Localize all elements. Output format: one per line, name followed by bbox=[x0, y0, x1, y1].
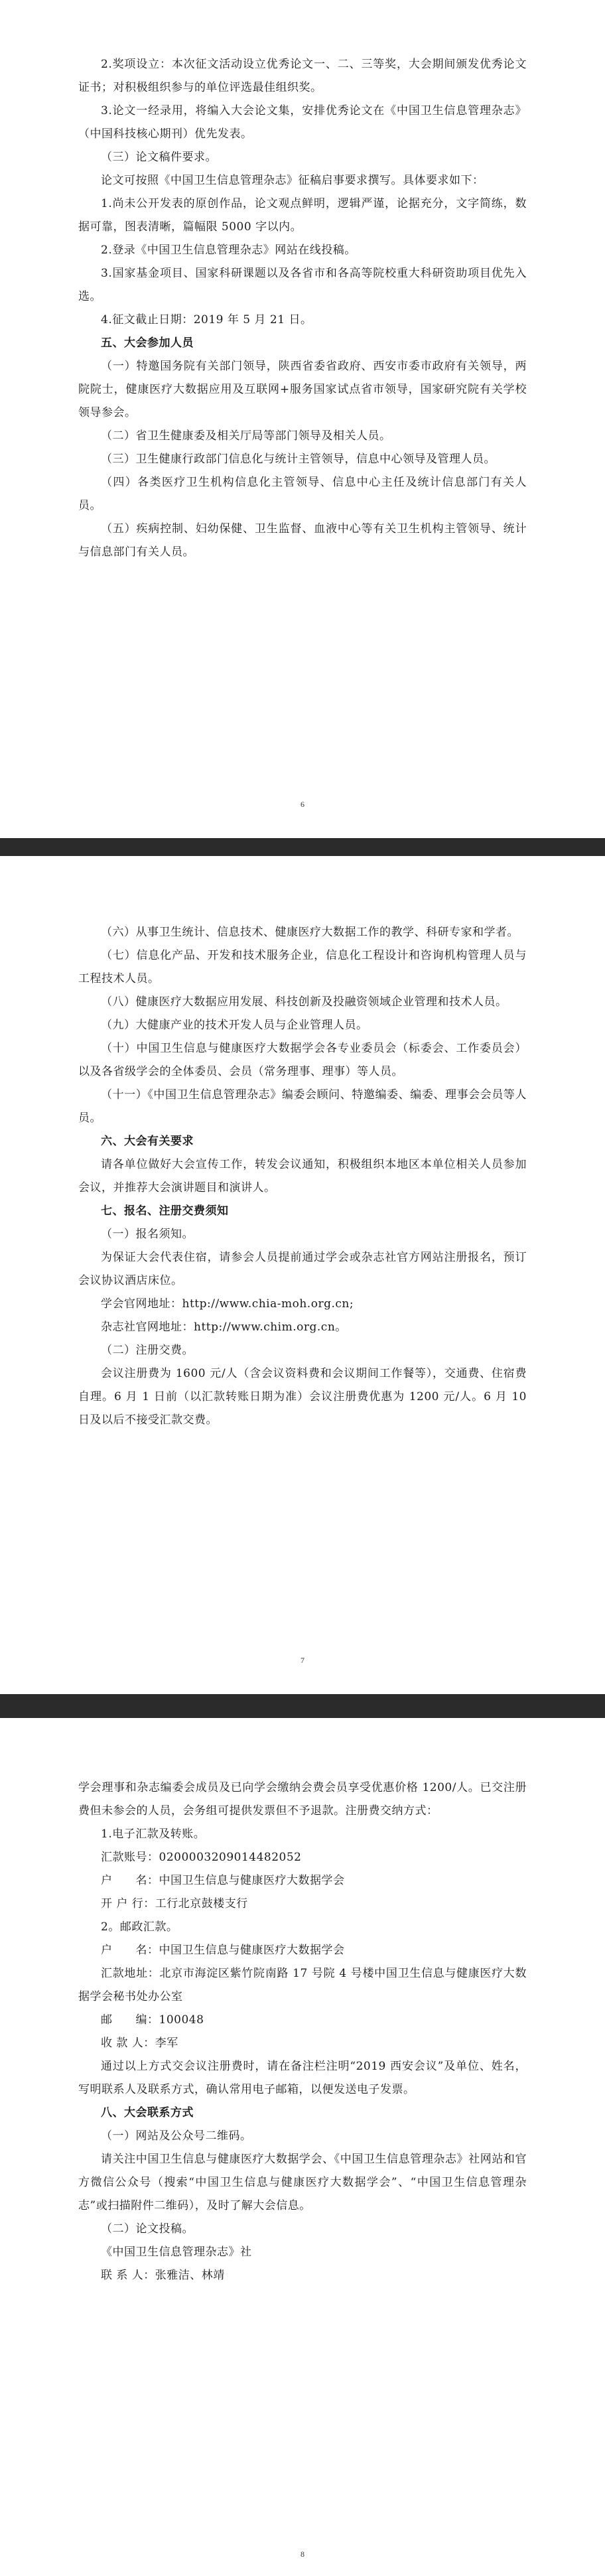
page-number: 8 bbox=[301, 2549, 304, 2559]
paragraph: 学会理事和杂志编委会成员及已向学会缴纳会费会员享受优惠价格 1200/人。已交注册费但未参会的人员，会务组可提供发票但不予退款。注册费交纳方式： bbox=[78, 1781, 527, 1818]
section-heading: 五、大会参加人员 bbox=[101, 336, 194, 350]
postcode-line: 邮 编：100048 bbox=[101, 2013, 204, 2027]
contact-line: 联 系 人：张雅洁、林靖 bbox=[101, 2269, 225, 2282]
paragraph: 2.奖项设立：本次征文活动设立优秀论文一、二、三等奖，大会期间颁发优秀论文证书；对积极组织参与的单位评选最佳组织奖。 bbox=[78, 58, 527, 94]
paragraph: 会议注册费为 1600 元/人（含会议资料费和会议期间工作餐等），交通费、住宿费自理。6 月 1 日前（以汇款转账日期为准）会议注册费优惠为 1200 元/人。6 月 10 日及以后不接受汇款交费。 bbox=[78, 1367, 527, 1427]
paragraph: （二）省卫生健康委及相关厅局等部门领导及相关人员。 bbox=[101, 429, 391, 443]
paragraph: 论文可按照《中国卫生信息管理杂志》征稿启事要求撰写。具体要求如下： bbox=[101, 174, 484, 187]
account-name-line: 户 名：中国卫生信息与健康医疗大数据学会 bbox=[101, 1944, 345, 1957]
page-number: 6 bbox=[301, 800, 304, 809]
paragraph: 请各单位做好大会宣传工作，转发会议通知，积极组织本地区本单位相关人员参加会议，并推荐大会演讲题目和演讲人。 bbox=[78, 1158, 527, 1194]
address-line: 汇款地址：北京市海淀区紫竹院南路 17 号院 4 号楼中国卫生信息与健康医疗大数据学会秘书处办公室 bbox=[78, 1967, 527, 2003]
website-url-line: 杂志社官网地址：http://www.chim.org.cn。 bbox=[101, 1321, 347, 1334]
account-name-line: 户 名：中国卫生信息与健康医疗大数据学会 bbox=[101, 1874, 345, 1887]
paragraph: 3.国家基金项目、国家科研课题以及各省市和各高等院校重大科研资助项目优先入选。 bbox=[78, 267, 527, 303]
document-page-7 bbox=[0, 856, 605, 1694]
section-heading: 六、大会有关要求 bbox=[101, 1135, 194, 1148]
payee-line: 收 款 人：李军 bbox=[101, 2037, 178, 2050]
paragraph: （五）疾病控制、妇幼保健、卫生监督、血液中心等有关卫生机构主管领导、统计与信息部门有关人员。 bbox=[78, 522, 527, 559]
subsection-heading: （一）报名须知。 bbox=[101, 1228, 194, 1241]
paragraph: （七）信息化产品、开发和技术服务企业，信息化工程设计和咨询机构管理人员与工程技术人员。 bbox=[78, 949, 527, 985]
account-number-line: 汇款账号：0200003209014482052 bbox=[101, 1851, 302, 1864]
subsection-heading: （二）注册交费。 bbox=[101, 1344, 194, 1357]
paragraph: （十）中国卫生信息与健康医疗大数据学会各专业委员会（标委会、工作委员会）以及各省级学会的全体委员、会员（常务理事、理事）等人员。 bbox=[78, 1042, 527, 1078]
paragraph: （三）卫生健康行政部门信息化与统计主管领导，信息中心领导及管理人员。 bbox=[101, 453, 496, 466]
paragraph: 2.登录《中国卫生信息管理杂志》网站在线投稿。 bbox=[101, 244, 356, 257]
paragraph: 通过以上方式交会议注册费时，请在备注栏注明“2019 西安会议”及单位、姓名，写明联系人及联系方式，确认常用电子邮箱，以便发送电子发票。 bbox=[78, 2060, 527, 2096]
document-page-6 bbox=[0, 0, 605, 838]
section-heading: 七、报名、注册交费须知 bbox=[101, 1204, 229, 1218]
paragraph: （十一）《中国卫生信息管理杂志》编委会顾问、特邀编委、编委、理事会会员等人员。 bbox=[78, 1088, 527, 1125]
paragraph: 4.征文截止日期：2019 年 5 月 21 日。 bbox=[101, 313, 312, 326]
page-number: 7 bbox=[301, 1656, 304, 1665]
paragraph: 《中国卫生信息管理杂志》社 bbox=[101, 2246, 252, 2259]
paragraph: 请关注中国卫生信息与健康医疗大数据学会、《中国卫生信息管理杂志》社网站和官方微信公众号（搜索“中国卫生信息与健康医疗大数据学会”、“中国卫生信息管理杂志”或扫描附件二维码），及时了解大会信息。 bbox=[78, 2153, 527, 2212]
document-page-8 bbox=[0, 1718, 605, 2576]
website-url-line: 学会官网地址：http://www.chia-moh.org.cn; bbox=[101, 1297, 354, 1311]
paragraph: 为保证大会代表住宿，请参会人员提前通过学会或杂志社官方网站注册报名，预订会议协议酒店床位。 bbox=[78, 1251, 527, 1287]
paragraph: 3.论文一经录用，将编入大会论文集，安排优秀论文在《中国卫生信息管理杂志》（中国科技核心期刊）优先发表。 bbox=[78, 104, 527, 141]
section-heading: 八、大会联系方式 bbox=[101, 2106, 194, 2119]
paragraph: 2。邮政汇款。 bbox=[101, 1920, 178, 1934]
paragraph: 1.尚未公开发表的原创作品，论文观点鲜明，逻辑严谨，论据充分，文字简练，数据可靠，图表清晰，篇幅限 5000 字以内。 bbox=[78, 197, 527, 234]
subsection-heading: （三）论文稿件要求。 bbox=[101, 151, 217, 164]
subsection-heading: （一）网站及公众号二维码。 bbox=[101, 2129, 252, 2143]
subsection-heading: （二）论文投稿。 bbox=[101, 2222, 194, 2236]
paragraph: （六）从事卫生统计、信息技术、健康医疗大数据工作的教学、科研专家和学者。 bbox=[101, 926, 519, 939]
paragraph: （一）特邀国务院有关部门领导，陕西省委省政府、西安市委市政府有关领导，两院院士，健康医疗大数据应用及互联网+服务国家试点省市领导，国家研究院有关学校领导参会。 bbox=[78, 360, 527, 419]
paragraph: （四）各类医疗卫生机构信息化主管领导、信息中心主任及统计信息部门有关人员。 bbox=[78, 476, 527, 512]
bank-line: 开 户 行：工行北京鼓楼支行 bbox=[101, 1897, 248, 1910]
paragraph: （九）大健康产业的技术开发人员与企业管理人员。 bbox=[101, 1019, 368, 1032]
paragraph: 1.电子汇款及转账。 bbox=[101, 1827, 206, 1841]
paragraph: （八）健康医疗大数据应用发展、科技创新及投融资领域企业管理和技术人员。 bbox=[101, 995, 507, 1009]
